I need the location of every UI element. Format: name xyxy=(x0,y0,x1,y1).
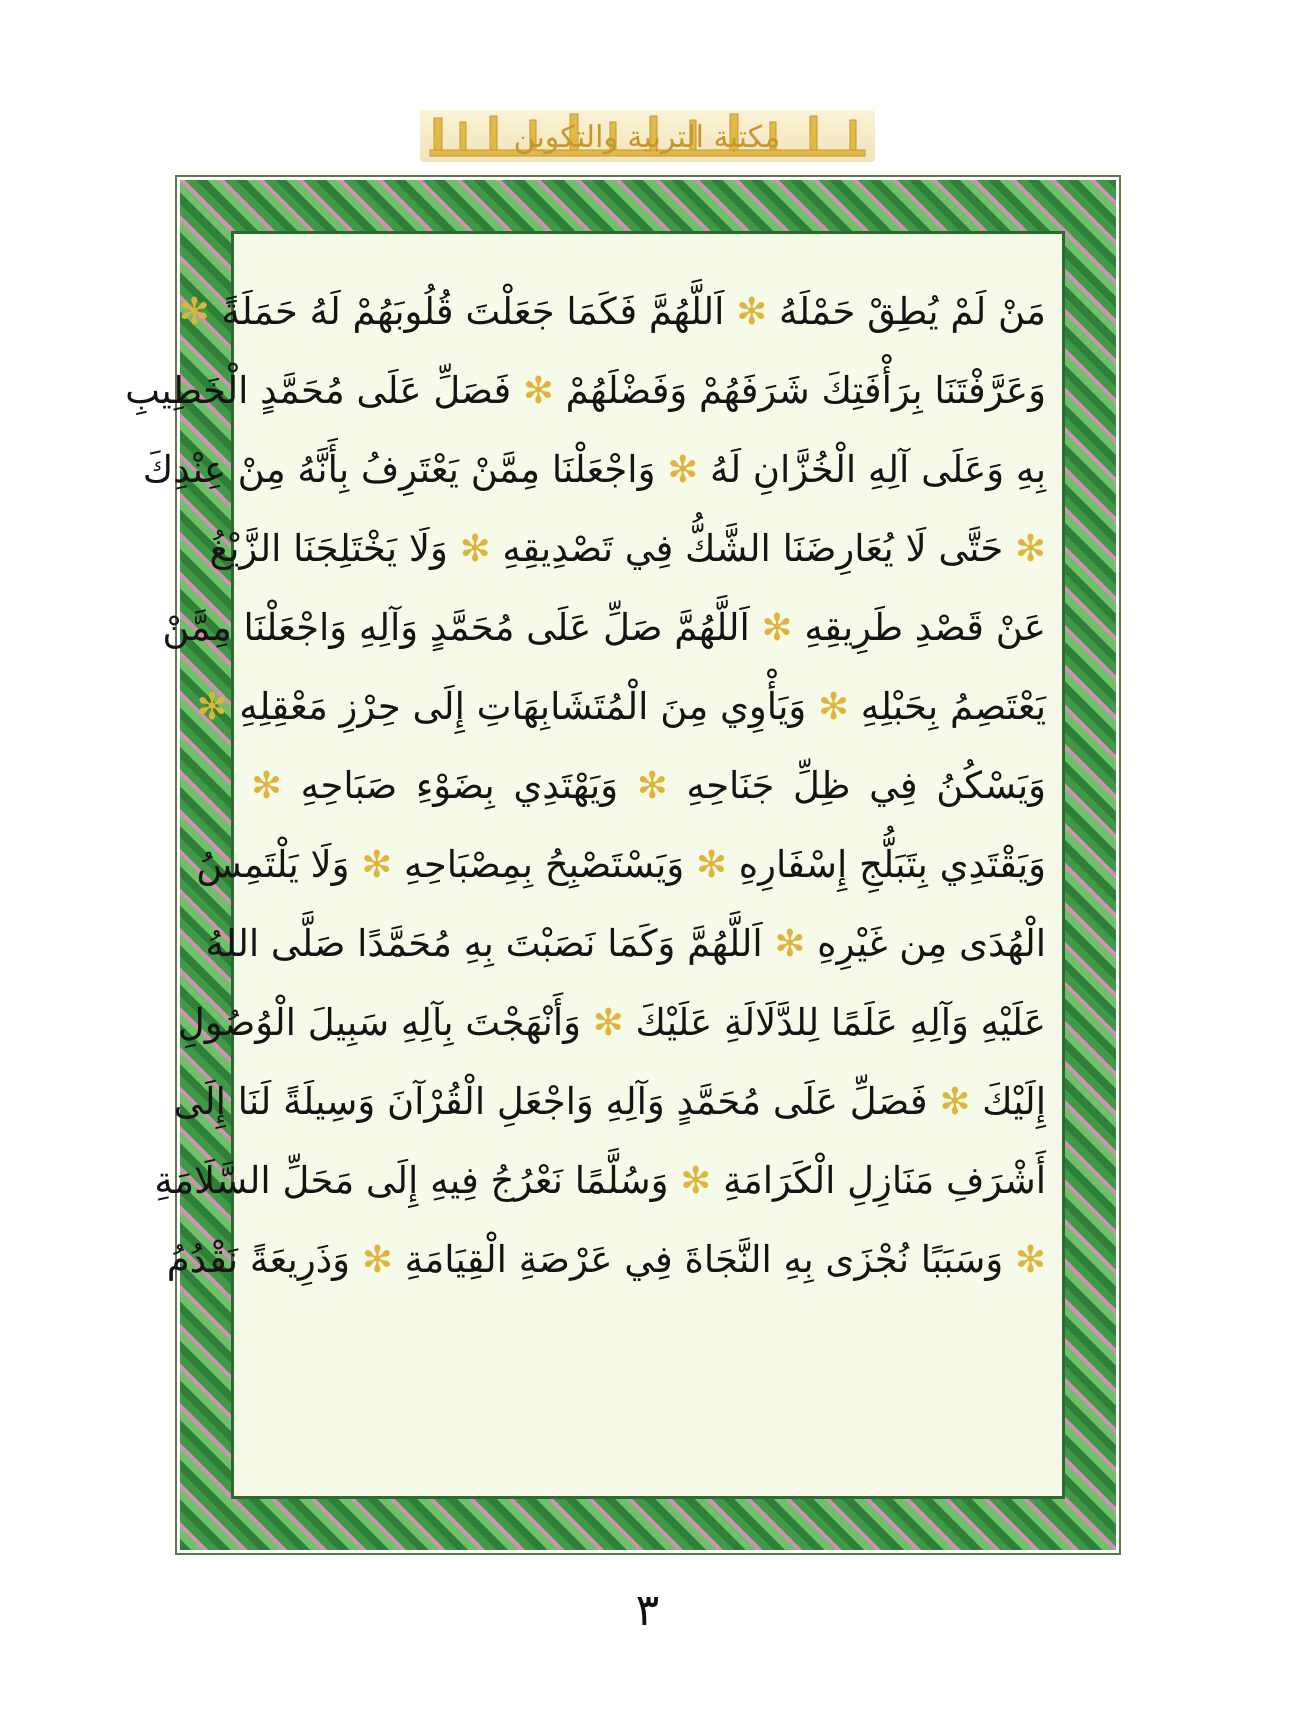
logo-text: مكتبة التربية والتكوين xyxy=(513,120,781,155)
text-line: وَعَرَّفْتَنَا بِرَأْفَتِكَ شَرَفَهُمْ وَفَضْلَهُمْ ✻ فَصَلِّ عَلَى مُحَمَّدٍ الْخَطِيبِ xyxy=(125,369,1046,412)
separator-star-icon: ✻ xyxy=(522,369,554,412)
separator-star-icon: ✻ xyxy=(818,685,850,728)
separator-star-icon: ✻ xyxy=(939,1080,971,1123)
text-line: بِهِ وَعَلَى آلِهِ الْخُزَّانِ لَهُ ✻ وَاجْعَلْنَا مِمَّنْ يَعْتَرِفُ بِأَنَّهُ مِنْ عِنْدِكَ xyxy=(142,448,1046,491)
separator-star-icon: ✻ xyxy=(178,290,210,333)
separator-star-icon: ✻ xyxy=(361,843,393,886)
separator-star-icon: ✻ xyxy=(1014,1238,1046,1281)
text-line: مَنْ لَمْ يُطِقْ حَمْلَهُ ✻ اَللَّهُمَّ فَكَمَا جَعَلْتَ قُلُوبَهُمْ لَهُ حَمَلَةً ✻ xyxy=(178,290,1046,333)
text-line: وَيَقْتَدِي بِتَبَلُّجِ إِسْفَارِهِ ✻ وَيَسْتَصْبِحُ بِمِصْبَاحِهِ ✻ وَلَا يَلْتَمِسُ xyxy=(196,843,1046,886)
separator-star-icon: ✻ xyxy=(251,764,283,807)
text-line: أَشْرَفِ مَنَازِلِ الْكَرَامَةِ ✻ وَسُلَّمًا نَعْرُجُ فِيهِ إِلَى مَحَلِّ السَّلَامَةِ xyxy=(154,1159,1046,1202)
page-number: ٣ xyxy=(635,1585,660,1636)
separator-star-icon: ✻ xyxy=(761,606,793,649)
separator-star-icon: ✻ xyxy=(695,843,727,886)
separator-star-icon: ✻ xyxy=(736,290,768,333)
separator-star-icon: ✻ xyxy=(592,1001,624,1044)
text-line: ✻ حَتَّى لَا يُعَارِضَنَا الشَّكُّ فِي تَصْدِيقِهِ ✻ وَلَا يَخْتَلِجَنَا الزَّيْغُ xyxy=(209,527,1046,570)
text-panel xyxy=(125,240,1056,1490)
separator-star-icon: ✻ xyxy=(1014,527,1046,570)
separator-star-icon: ✻ xyxy=(680,1159,712,1202)
text-line: وَيَسْكُنُ فِي ظِلِّ جَنَاحِهِ ✻ وَيَهْتَدِي بِضَوْءِ صَبَاحِهِ ✻ xyxy=(251,764,1046,807)
text-line: عَلَيْهِ وَآلِهِ عَلَمًا لِلدَّلَالَةِ عَلَيْكَ ✻ وَأَنْهَجْتَ بِآلِهِ سَبِيلَ الْوُصُولِ xyxy=(177,1001,1046,1044)
text-line: الْهُدَى مِن غَيْرِهِ ✻ اَللَّهُمَّ وَكَمَا نَصَبْتَ بِهِ مُحَمَّدًا صَلَّى اللهُ xyxy=(205,922,1046,965)
text-line: ✻ وَسَبَبًا نُجْزَى بِهِ النَّجَاةَ فِي عَرْصَةِ الْقِيَامَةِ ✻ وَذَرِيعَةً نَقْدُمُ xyxy=(166,1238,1046,1281)
separator-star-icon: ✻ xyxy=(459,527,491,570)
text-line: إِلَيْكَ ✻ فَصَلِّ عَلَى مُحَمَّدٍ وَآلِهِ وَاجْعَلِ الْقُرْآنَ وَسِيلَةً لَنَا إِلَى xyxy=(173,1080,1046,1123)
separator-star-icon: ✻ xyxy=(361,1238,393,1281)
header-logo xyxy=(420,100,875,170)
separator-star-icon: ✻ xyxy=(196,685,228,728)
separator-star-icon: ✻ xyxy=(667,448,699,491)
separator-star-icon: ✻ xyxy=(636,764,668,807)
text-line: عَنْ قَصْدِ طَرِيقِهِ ✻ اَللَّهُمَّ صَلِّ عَلَى مُحَمَّدٍ وَآلِهِ وَاجْعَلْنَا مِمَّنْ xyxy=(162,606,1046,649)
separator-star-icon: ✻ xyxy=(774,922,806,965)
calligraphy-logo xyxy=(420,100,875,170)
text-line: يَعْتَصِمُ بِحَبْلِهِ ✻ وَيَأْوِي مِنَ الْمُتَشَابِهَاتِ إِلَى حِرْزِ مَعْقِلِهِ ✻ xyxy=(196,685,1046,728)
